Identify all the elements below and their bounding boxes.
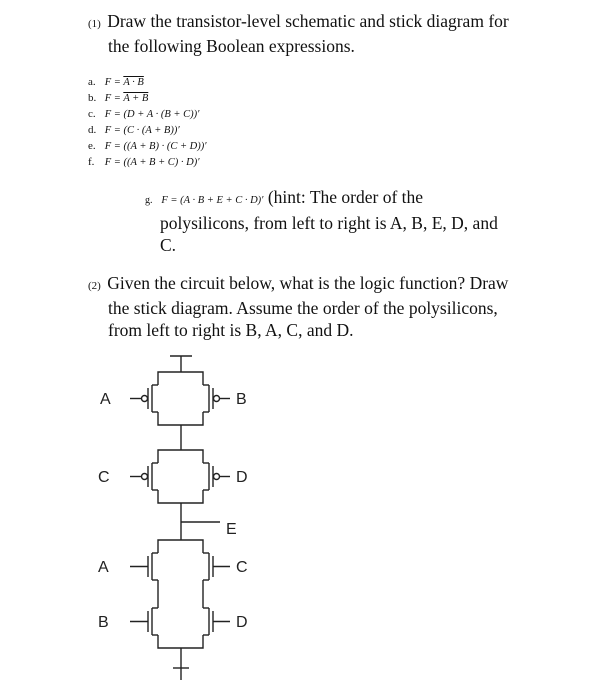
item-expression: F = (C · (A + B))′ xyxy=(104,125,180,136)
expression-item-d xyxy=(88,122,207,138)
label-nmos-d: D xyxy=(236,614,248,631)
label-nmos-c: C xyxy=(236,559,248,576)
expression-item-b xyxy=(88,90,207,106)
label-pmos-a: A xyxy=(100,391,111,408)
label-pmos-c: C xyxy=(98,469,110,486)
hint-line-2: polysilicons, from left to right is A, B, E, D, and xyxy=(160,213,498,233)
expression-item-e xyxy=(88,138,207,154)
hint-line-3: C. xyxy=(160,235,177,255)
item-expression: F = (D + A · (B + C))′ xyxy=(104,109,200,120)
expression-item-g xyxy=(145,186,525,256)
label-nmos-a: A xyxy=(98,559,109,576)
label-pmos-b: B xyxy=(236,391,247,408)
item-expression: F = ((A + B) · (C + D))′ xyxy=(104,141,207,152)
item-label: g. xyxy=(145,195,153,206)
expression-item-c xyxy=(88,106,207,122)
question-2-line-2: the stick diagram. Assume the order of the polysilicons, xyxy=(108,298,498,318)
label-output-e: E xyxy=(226,521,237,538)
hint-line-1: (hint: The order of the xyxy=(267,187,424,207)
cmos-circuit-diagram xyxy=(90,350,280,695)
expression-item-a xyxy=(88,74,207,90)
item-expression: F = A + B xyxy=(104,93,149,104)
item-label: c. xyxy=(88,108,96,120)
question-1-line-2: the following Boolean expressions. xyxy=(108,36,355,56)
item-label: b. xyxy=(88,92,97,104)
question-1 xyxy=(88,10,588,57)
item-label: f. xyxy=(88,156,95,168)
label-pmos-d: D xyxy=(236,469,248,486)
question-2-number: (2) xyxy=(88,280,101,292)
question-1-number: (1) xyxy=(88,18,101,30)
question-2-line-1: Given the circuit below, what is the logic function? Draw xyxy=(107,273,509,293)
pmos-parallel-1-top xyxy=(158,372,203,385)
item-label: a. xyxy=(88,76,96,88)
item-expression: F = (A · B + E + C · D)′ xyxy=(161,195,264,206)
question-2 xyxy=(88,272,588,341)
question-1-line-1: Draw the transistor-level schematic and stick diagram for xyxy=(107,11,509,31)
item-expression: F = A · B xyxy=(104,77,144,88)
expression-list xyxy=(88,74,207,170)
expression-item-f xyxy=(88,154,207,170)
label-nmos-b: B xyxy=(98,614,109,631)
item-expression: F = ((A + B + C) · D)′ xyxy=(104,157,200,168)
item-label: d. xyxy=(88,124,97,136)
item-label: e. xyxy=(88,140,96,152)
question-2-line-3: from left to right is B, A, C, and D. xyxy=(108,320,354,340)
